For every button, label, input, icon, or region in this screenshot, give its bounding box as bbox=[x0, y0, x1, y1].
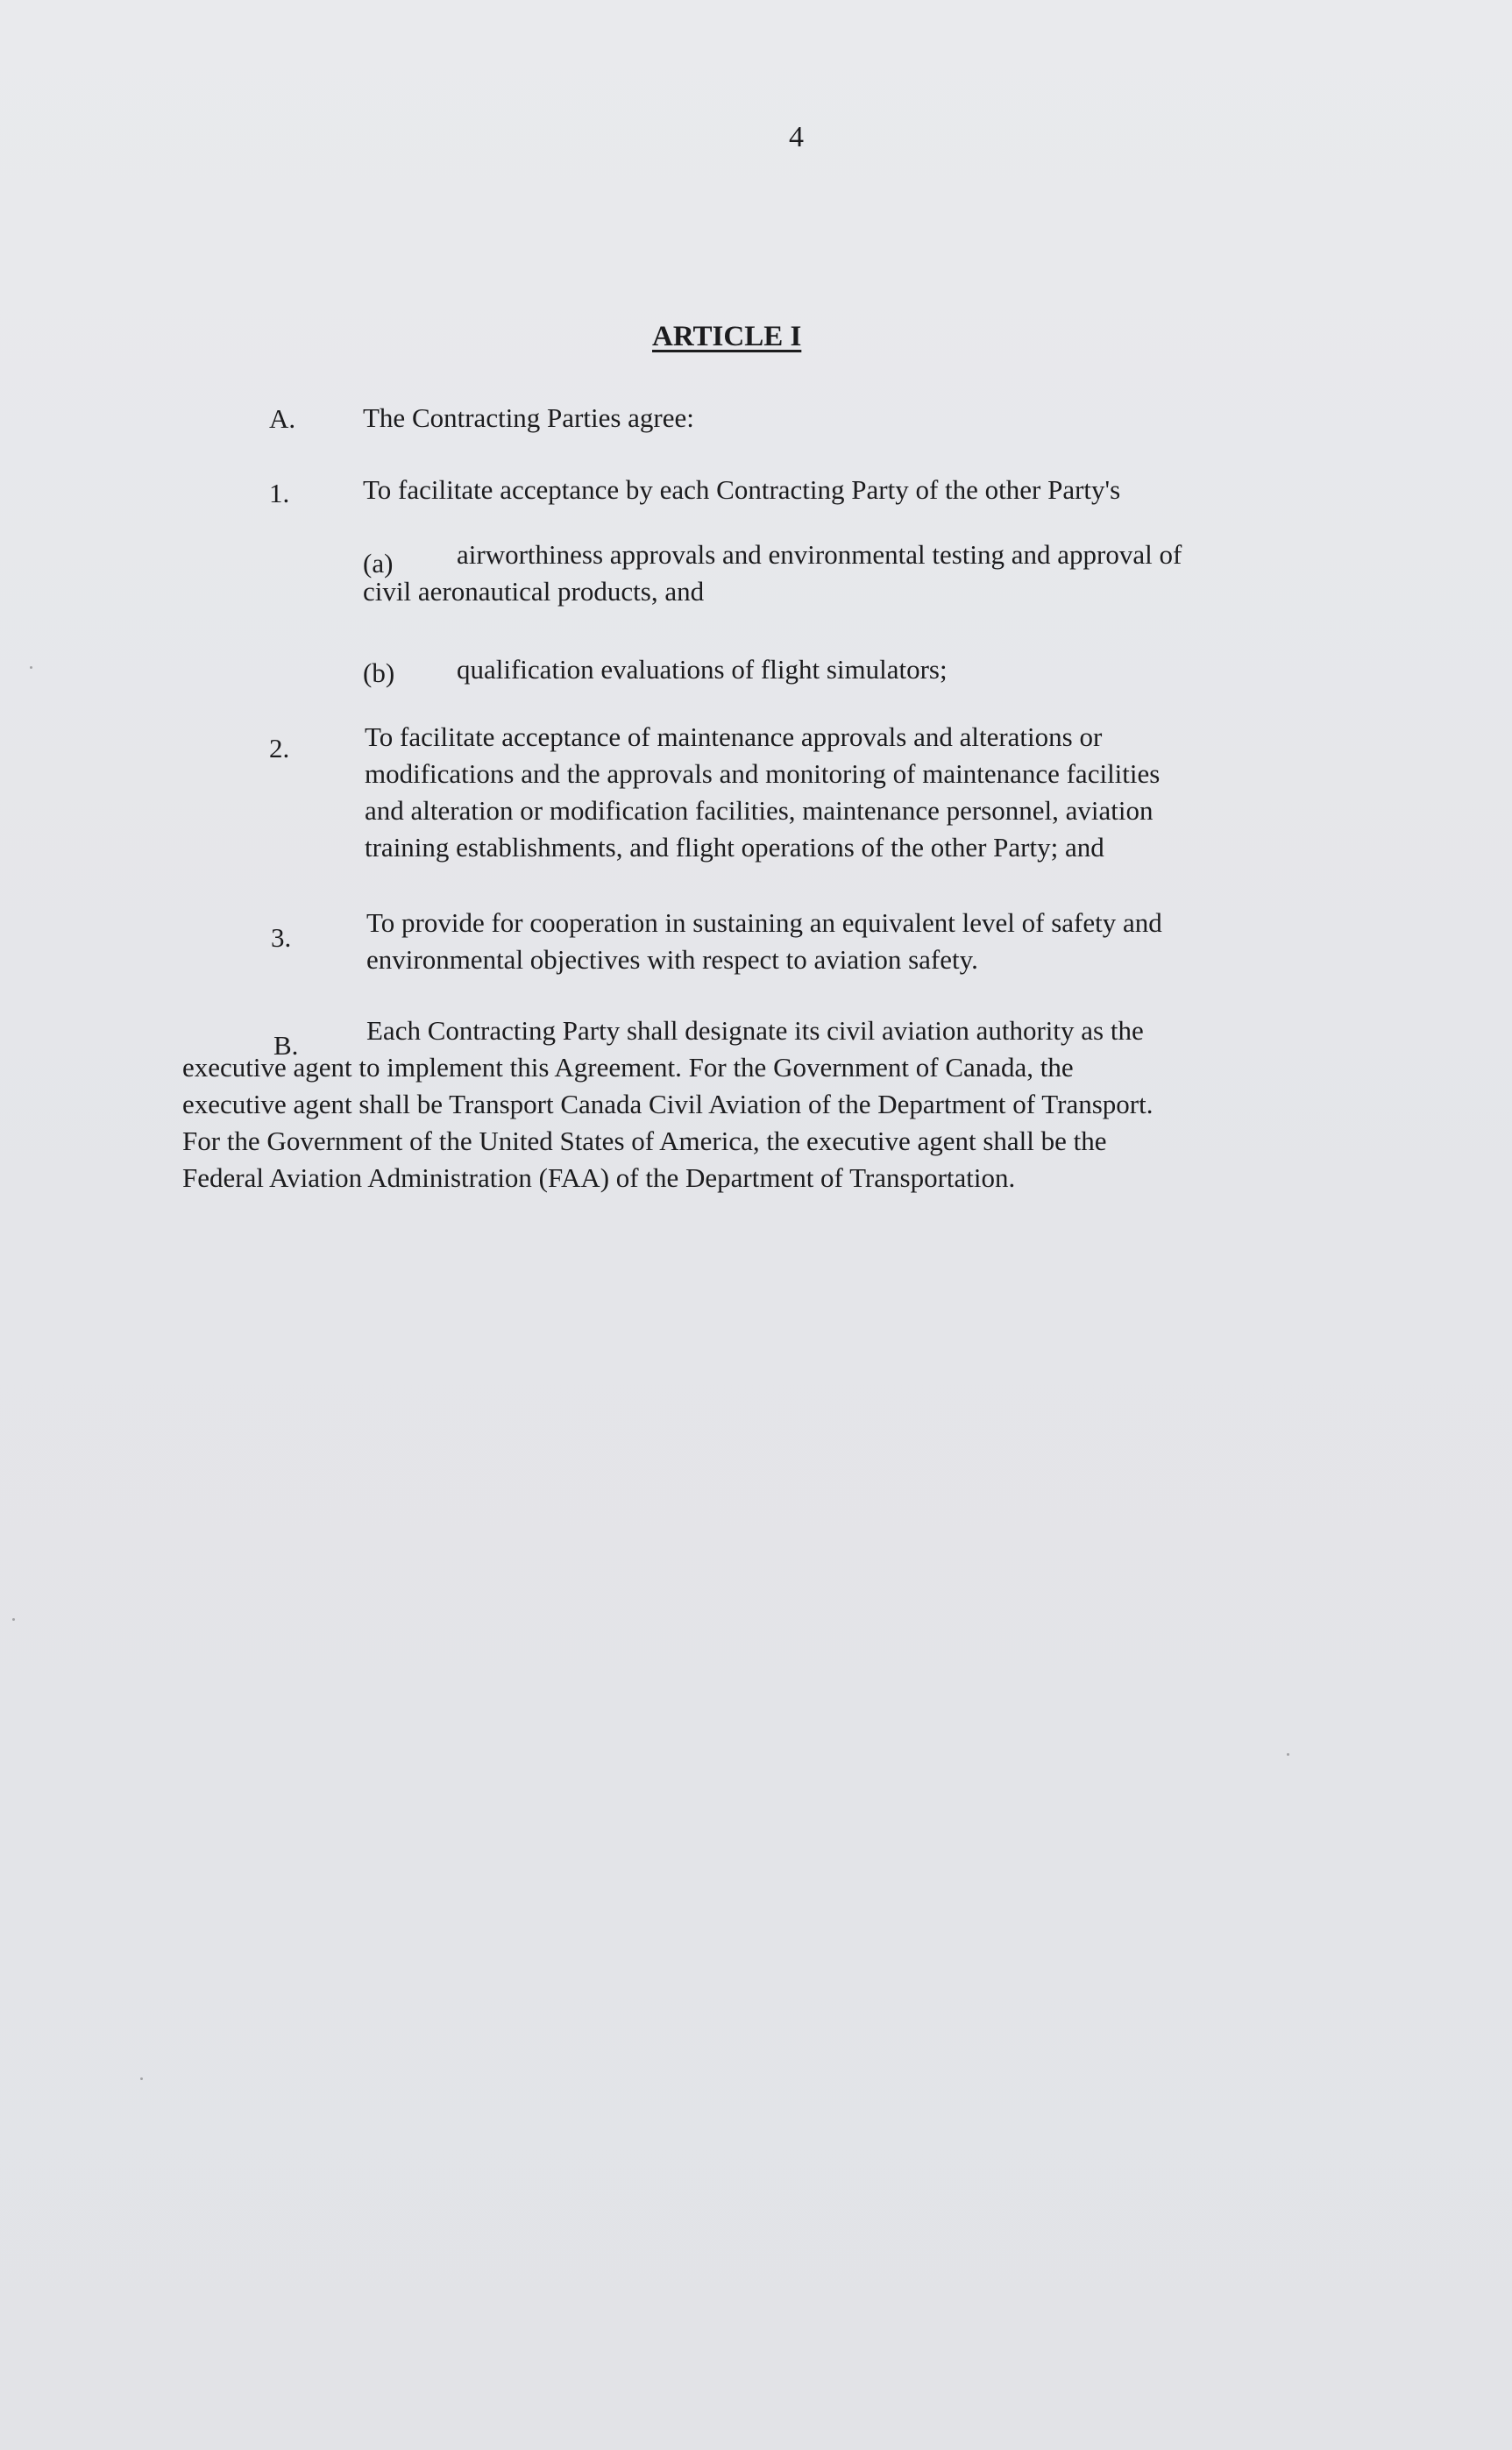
item-1b-text: qualification evaluations of flight simulators; bbox=[457, 654, 948, 685]
item-3-line: environmental objectives with respect to aviation safety. bbox=[366, 944, 978, 975]
item-2-line: training establishments, and flight operations of the other Party; and bbox=[365, 832, 1104, 863]
section-b-line: executive agent shall be Transport Canada Civil Aviation of the Department of Transport. bbox=[182, 1089, 1154, 1119]
item-2-text bbox=[365, 719, 1160, 866]
section-b-line: executive agent to implement this Agreement. For the Government of Canada, the bbox=[182, 1052, 1074, 1083]
item-1-label: 1. bbox=[269, 478, 290, 508]
page-number: 4 bbox=[789, 121, 804, 153]
paper-speck bbox=[12, 1618, 15, 1621]
item-2-line: and alteration or modification facilities, maintenance personnel, aviation bbox=[365, 795, 1154, 826]
paper-speck bbox=[30, 666, 32, 669]
section-b-label: B. bbox=[273, 1030, 299, 1061]
article-title: ARTICLE I bbox=[652, 321, 802, 352]
item-1a-text bbox=[363, 536, 1182, 610]
item-1a-line: civil aeronautical products, and bbox=[363, 576, 705, 607]
item-2-line: modifications and the approvals and monitoring of maintenance facilities bbox=[365, 758, 1161, 789]
item-1-text: To facilitate acceptance by each Contracting Party of the other Party's bbox=[363, 474, 1121, 505]
section-b-line: Federal Aviation Administration (FAA) of the Department of Transportation. bbox=[182, 1162, 1016, 1193]
paper-speck bbox=[1287, 1753, 1289, 1756]
item-2-label: 2. bbox=[269, 733, 290, 763]
paper-speck bbox=[140, 2077, 143, 2080]
item-2-line: To facilitate acceptance of maintenance approvals and alterations or bbox=[365, 721, 1103, 752]
item-3-text bbox=[366, 905, 1162, 978]
section-b-text bbox=[182, 1012, 1153, 1197]
section-a-label: A. bbox=[269, 403, 296, 434]
item-1a-label: (a) bbox=[363, 548, 394, 579]
item-1b-label: (b) bbox=[363, 657, 395, 688]
section-b-line: Each Contracting Party shall designate its civil aviation authority as the bbox=[366, 1015, 1144, 1046]
item-3-line: To provide for cooperation in sustaining an equivalent level of safety and bbox=[366, 907, 1162, 938]
item-3-label: 3. bbox=[271, 922, 292, 953]
item-1a-line: airworthiness approvals and environmental testing and approval of bbox=[457, 539, 1182, 570]
section-b-line: For the Government of the United States of America, the executive agent shall be the bbox=[182, 1126, 1107, 1156]
section-a-text: The Contracting Parties agree: bbox=[363, 402, 694, 433]
